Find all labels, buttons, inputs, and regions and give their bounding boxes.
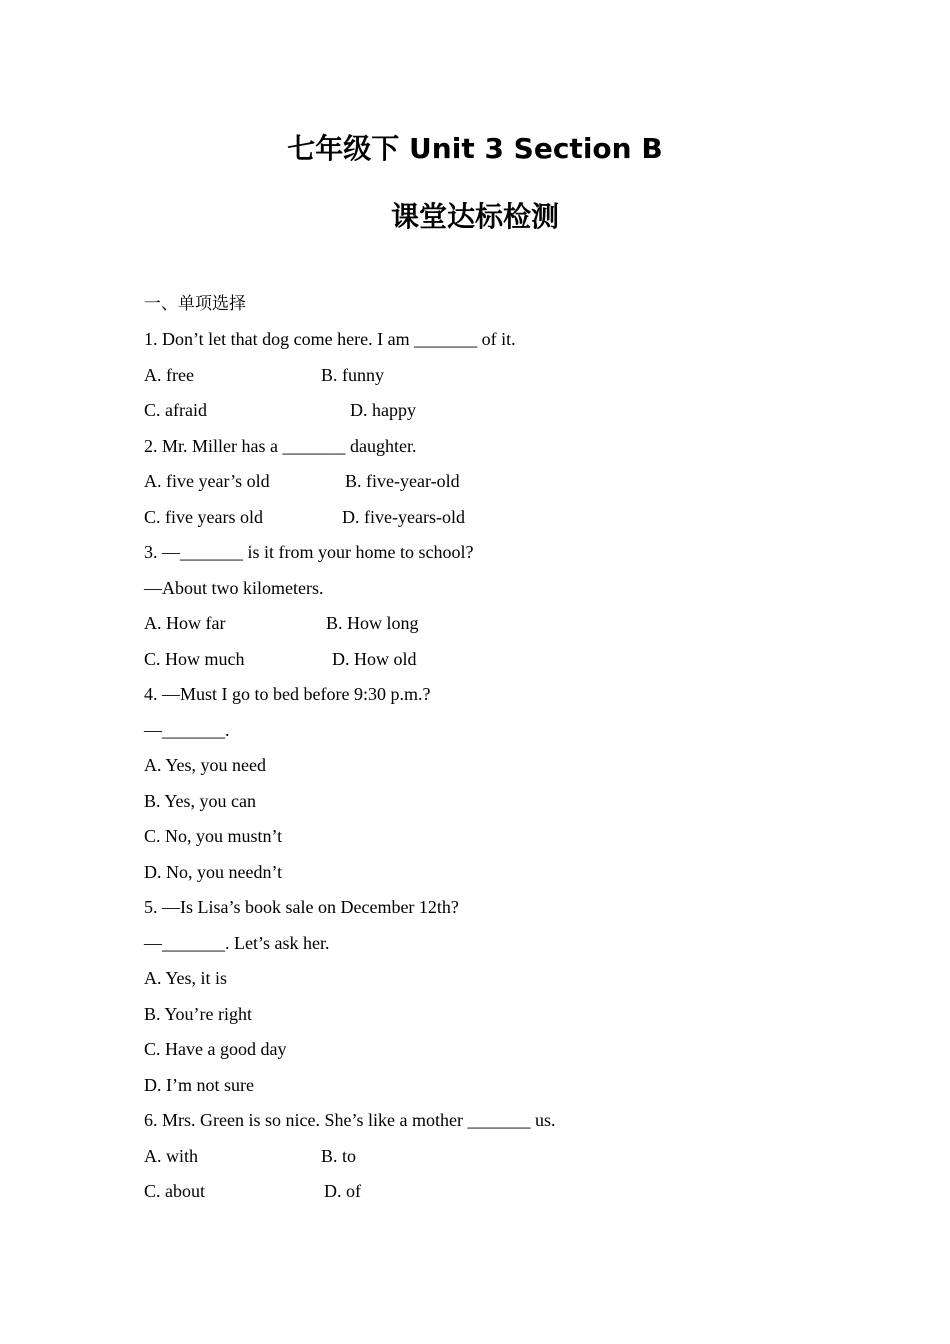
question-2-option-c: C. five years old (144, 507, 263, 527)
question-6-stem: 6. Mrs. Green is so nice. She’s like a mother _______ us. (144, 1110, 556, 1130)
question-2-option-a: A. five year’s old (144, 471, 270, 491)
question-4-stem: 4. —Must I go to bed before 9:30 p.m.? (144, 684, 431, 704)
question-5-option-b: B. You’re right (144, 1004, 253, 1024)
question-3-option-d: D. How old (332, 649, 417, 669)
question-3-option-c: C. How much (144, 649, 245, 669)
section-heading: 一、单项选择 (144, 294, 246, 314)
question-6-option-d: D. of (324, 1181, 361, 1201)
question-4-option-b: B. Yes, you can (144, 791, 257, 811)
question-5-option-c: C. Have a good day (144, 1039, 287, 1059)
question-4-option-a: A. Yes, you need (144, 755, 267, 775)
question-2-option-b: B. five-year-old (345, 471, 460, 491)
question-4-reply: —_______. (144, 720, 230, 740)
question-5-option-d: D. I’m not sure (144, 1075, 254, 1095)
question-2-stem: 2. Mr. Miller has a _______ daughter. (144, 436, 417, 456)
document-subtitle: 课堂达标检测 (390, 200, 559, 233)
question-1-option-d: D. happy (350, 400, 416, 420)
question-3-option-a: A. How far (144, 613, 226, 633)
question-3-reply: —About two kilometers. (144, 578, 324, 598)
question-5-option-a: A. Yes, it is (144, 968, 228, 988)
question-4-option-c: C. No, you mustn’t (144, 826, 283, 846)
question-6-options-row-2 (144, 1179, 361, 1275)
question-5-reply: —_______. Let’s ask her. (144, 933, 330, 953)
document-title: 七年级下 Unit 3 Section B (287, 132, 663, 165)
question-1-option-a: A. free (144, 365, 194, 385)
question-3-option-b: B. How long (326, 613, 419, 633)
question-6-option-c: C. about (144, 1181, 205, 1201)
question-6-option-a: A. with (144, 1146, 198, 1166)
question-3-stem: 3. —_______ is it from your home to school? (144, 542, 474, 562)
question-1-option-b: B. funny (321, 365, 384, 385)
question-2-option-d: D. five-years-old (342, 507, 465, 527)
question-4-option-d: D. No, you needn’t (144, 862, 283, 882)
question-1-option-c: C. afraid (144, 400, 207, 420)
question-1-stem: 1. Don’t let that dog come here. I am _______ of it. (144, 329, 516, 349)
question-6-option-b: B. to (321, 1146, 357, 1166)
question-5-stem: 5. —Is Lisa’s book sale on December 12th? (144, 897, 459, 917)
